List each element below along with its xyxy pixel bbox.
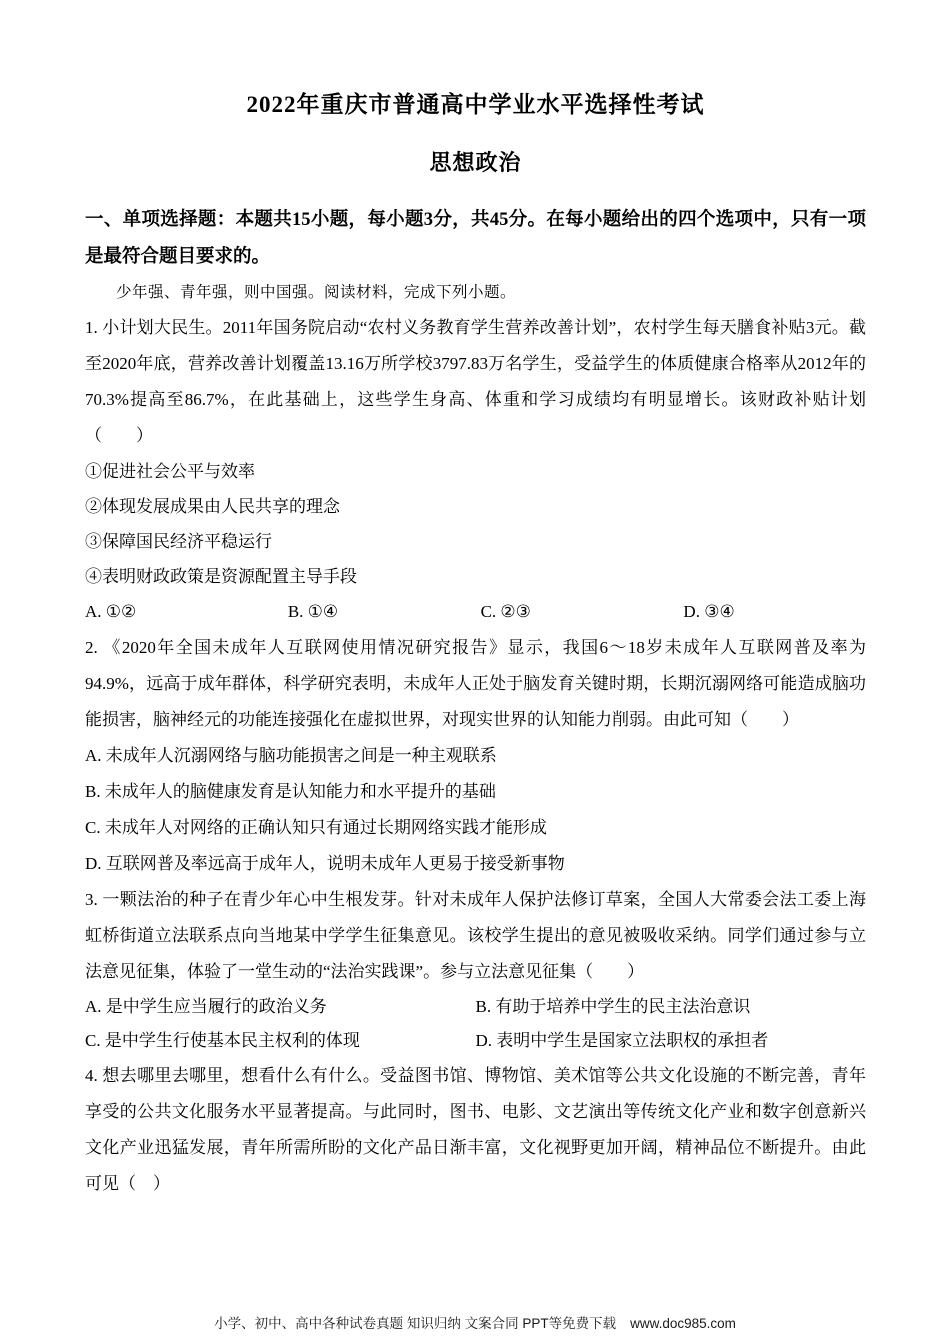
question-1-item-3: ③保障国民经济平稳运行 — [85, 532, 272, 551]
question-1-stem: 1. 小计划大民生。2011年国务院启动“农村义务教育学生营养改善计划”，农村学生每天膳食补贴3元。截至2020年底，营养改善计划覆盖13.16万所学校3797.83万名学生，受益学生的体质健康合格率从2012年的70.3%提高至86.7%，在此基础上，这些学生身高、体重和学习成绩均有明显增长。该财政补贴计划（ ） — [85, 318, 866, 445]
question-1-option-b: B. ①④ — [287, 602, 339, 621]
page-footer — [0, 1312, 950, 1332]
footer-text: 小学、初中、高中各种试卷真题 知识归纳 文案合同 PPT等免费下载 — [214, 1316, 617, 1331]
page-subtitle: 思想政治 — [429, 150, 522, 175]
question-2-stem: 2. 《2020年全国未成年人互联网使用情况研究报告》显示，我国6～18岁未成年人互联网普及率为94.9%，远高于成年群体，科学研究表明，未成年人正处于脑发育关键时期，长期沉溺网络可能造成脑功能损害，脑神经元的功能连接强化在虚拟世界，对现实世界的认知能力削弱。由此可知（ ） — [85, 638, 866, 729]
question-3-option-c: C. 是中学生行使基本民主权利的体现 — [85, 1031, 360, 1050]
question-3-option-b: B. 有助于培养中学生的民主法治意识 — [475, 997, 751, 1016]
question-1-item-4: ④表明财政政策是资源配置主导手段 — [85, 567, 357, 586]
question-2-option-b: B. 未成年人的脑健康发育是认知能力和水平提升的基础 — [85, 782, 496, 801]
question-1-option-a: A. ①② — [85, 602, 137, 621]
question-1-item-2: ②体现发展成果由人民共享的理念 — [85, 497, 340, 516]
question-1-options — [85, 594, 866, 630]
question-1-item-1: ①促进社会公平与效率 — [85, 462, 255, 481]
question-2-options — [85, 738, 866, 882]
question-1-option-c: C. ②③ — [480, 602, 531, 621]
question-1 — [85, 310, 866, 630]
question-3-option-d: D. 表明中学生是国家立法职权的承担者 — [475, 1031, 769, 1050]
material-intro: 少年强、青年强，则中国强。阅读材料，完成下列小题。 — [116, 284, 517, 301]
question-2 — [85, 630, 866, 882]
page-title: 2022年重庆市普通高中学业水平选择性考试 — [246, 92, 705, 117]
question-2-option-d: D. 互联网普及率远高于成年人，说明未成年人更易于接受新事物 — [85, 854, 565, 873]
question-2-option-c: C. 未成年人对网络的正确认知只有通过长期网络实践才能形成 — [85, 818, 547, 837]
question-2-option-a: A. 未成年人沉溺网络与脑功能损害之间是一种主观联系 — [85, 746, 497, 765]
question-3-options — [85, 990, 866, 1058]
question-3-stem: 3. 一颗法治的种子在青少年心中生根发芽。针对未成年人保护法修订草案，全国人大常委会法工委上海虹桥街道立法联系点向当地某中学学生征集意见。该校学生提出的意见被吸收采纳。同学们通过参与立法意见征集，体验了一堂生动的“法治实践课”。参与立法意见征集（ ） — [85, 890, 866, 981]
section-heading: 一、单项选择题：本题共15小题，每小题3分，共45分。在每小题给出的四个选项中，只有一项是最符合题目要求的。 — [85, 210, 866, 267]
question-4-stem: 4. 想去哪里去哪里，想看什么有什么。受益图书馆、博物馆、美术馆等公共文化设施的不断完善，青年享受的公共文化服务水平显著提高。与此同时，图书、电影、文艺演出等传统文化产业和数字创意新兴文化产业迅猛发展，青年所需所盼的文化产品日渐丰富，文化视野更加开阔，精神品位不断提升。由此可见（ ） — [85, 1066, 866, 1193]
footer-site-link[interactable]: www.doc985.com — [630, 1316, 736, 1331]
question-1-option-d: D. ③④ — [683, 602, 735, 621]
question-4 — [85, 1058, 866, 1202]
question-3 — [85, 882, 866, 1058]
question-3-option-a: A. 是中学生应当履行的政治义务 — [85, 997, 327, 1016]
